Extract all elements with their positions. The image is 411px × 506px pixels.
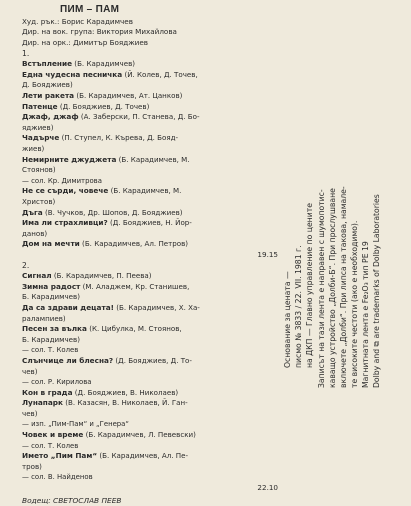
track-authors: (Б. Карадимчев, М. <box>116 154 190 164</box>
track-line <box>22 80 284 91</box>
credit-line: Дир. на вок. група: Виктория Михайлова <box>22 27 177 37</box>
track-authors: (Б. Карадимчев, Ат. Цанков) <box>74 90 183 100</box>
track-authors: (М. Аладжем, Кр. Станишев, <box>80 281 190 291</box>
track-line <box>22 367 284 378</box>
dolby-technical-note <box>316 186 382 388</box>
soloist-note: — сол. Р. Кирилова <box>22 378 92 387</box>
album-title: ПИМ – ПАМ <box>60 4 120 15</box>
track-line <box>22 197 284 208</box>
track-authors: яджиев) <box>22 122 54 132</box>
side-2-duration: 22.10 <box>257 483 278 493</box>
side-2-tracks <box>22 271 284 483</box>
track-title: Името „Пим Пам“ <box>22 451 98 461</box>
track-authors: (В. Чучков, Др. Шопов, Д. Бояджиев) <box>42 207 183 217</box>
track-authors: чев) <box>22 366 38 376</box>
track-authors: (Б. Карадимчев, Ал. Петров) <box>79 239 189 249</box>
track-line <box>22 102 284 113</box>
track-title: Човек и време <box>22 430 84 440</box>
track-line <box>22 314 284 325</box>
tracklist-panel <box>22 4 284 506</box>
track-title: Дъга <box>22 207 43 217</box>
track-line <box>22 208 284 219</box>
track-authors: (Б. Карадимчев) <box>72 59 136 69</box>
legal-line: на ДКП — Главно управление по цените <box>305 203 314 368</box>
track-authors: (А. Заберски, П. Станева, Д. Бо- <box>78 112 200 122</box>
track-authors: Б. Карадимчев) <box>22 292 80 302</box>
track-authors: (Б. Карадимчев, Х. Ха- <box>113 302 200 312</box>
track-line <box>22 229 284 240</box>
track-title: Сигнал <box>22 271 52 281</box>
track-authors: (К. Цибулка, М. Стоянов, <box>86 324 182 334</box>
track-authors: жиев) <box>22 143 45 153</box>
track-line <box>22 133 284 144</box>
track-title: Песен за вълка <box>22 324 87 334</box>
side-1-duration: 19.15 <box>257 249 278 259</box>
track-line <box>22 388 284 399</box>
track-line <box>22 324 284 335</box>
track-line <box>22 123 284 134</box>
track-authors: Б. Карадимчев) <box>22 334 80 344</box>
track-authors: Д. Бояджиев) <box>22 80 73 90</box>
track-line <box>22 430 284 441</box>
presenter: Водещ: СВЕТОСЛАВ ПЕЕВ <box>22 496 122 506</box>
side-2-label: 2. <box>22 260 30 270</box>
tech-line: те високите честоти (ако е необходимо). <box>350 220 359 388</box>
track-authors: тров) <box>22 461 42 471</box>
track-authors: (Д. Бояджиев, Н. Йор- <box>107 218 192 228</box>
track-title: Встъпление <box>22 59 73 69</box>
track-title: Слънчице ли блесна? <box>22 355 114 365</box>
track-line <box>22 292 284 303</box>
track-authors: Христов) <box>22 196 56 206</box>
tech-line: Записът на тази лента е направен с шумопотис- <box>317 189 326 388</box>
track-line <box>22 335 284 346</box>
track-title: Лети ракета <box>22 90 75 100</box>
soloist-note: — сол. В. Найденов <box>22 473 93 482</box>
soloist-note: — сол. Т. Колев <box>22 441 79 450</box>
track-authors: (В. Казасян, В. Николаев, Й. Ган- <box>62 398 188 408</box>
track-line <box>22 239 284 250</box>
track-line <box>22 271 284 282</box>
track-authors: (Б. Карадимчев, Л. Певевски) <box>83 430 196 440</box>
track-line <box>22 451 284 462</box>
track-line <box>22 144 284 155</box>
track-authors: (П. Ступел, К. Кърева, Д. Бояд- <box>59 133 179 143</box>
track-line <box>22 218 284 229</box>
track-authors: чев) <box>22 408 38 418</box>
track-authors: (Й. Колев, Д. Точев, <box>122 69 198 79</box>
track-title: Има ли страхливци? <box>22 218 108 228</box>
price-basis-note <box>282 203 315 368</box>
track-authors: Стоянов) <box>22 165 56 175</box>
tech-line: включете „Долби“. При липса на такова, намале- <box>339 186 348 388</box>
track-line <box>22 282 284 293</box>
track-line <box>22 462 284 473</box>
credits <box>22 17 284 48</box>
legal-line: Основание за цената — <box>283 271 292 368</box>
track-authors: (Б. Карадимчев, П. Пеева) <box>51 271 152 281</box>
track-line <box>22 59 284 70</box>
track-line <box>22 112 284 123</box>
track-line <box>22 356 284 367</box>
track-title: Дом на мечти <box>22 239 80 249</box>
credit-line: Худ. рък.: Борис Карадимчев <box>22 17 133 26</box>
track-title: Немирните джуджета <box>22 154 117 164</box>
track-line <box>22 70 284 81</box>
side-1-label: 1. <box>22 48 30 58</box>
track-line <box>22 303 284 314</box>
track-authors: ралампиев) <box>22 313 66 323</box>
soloist-note: — изп. „Пим-Пам“ и „Генера“ <box>22 420 129 429</box>
track-title: Лунапарк <box>22 398 63 408</box>
track-title: Патенце <box>22 101 58 111</box>
track-title: Зимна радост <box>22 281 81 291</box>
track-authors: (Д. Бояджиев, В. Николаев) <box>72 387 179 397</box>
track-authors: (Д. Бояджиев, Д. То- <box>113 355 192 365</box>
side-1-tracks <box>22 59 284 250</box>
credit-line: Дир. на орк.: Димитър Бояджиев <box>22 37 149 47</box>
track-title: Джаф, джаф <box>22 112 79 122</box>
soloist-note: — сол. Т. Колев <box>22 346 79 355</box>
track-authors: (Б. Карадимчев, Ал. Пе- <box>97 451 189 461</box>
track-title: Кон в града <box>22 387 73 397</box>
track-line <box>22 409 284 420</box>
tech-line: каващо устройство „Долби-Б“. При прослушване <box>328 188 337 388</box>
track-authors: (Д. Бояджиев, Д. Точев) <box>57 101 150 111</box>
track-title: Да са здрави децата! <box>22 302 114 312</box>
tech-line: Магнитната лента е Fe₂O₃ тип PE 19 <box>361 241 370 388</box>
track-title: Една чудесна песничка <box>22 69 123 79</box>
track-line <box>22 186 284 197</box>
soloist-note: — сол. Кр. Димитрова <box>22 176 102 185</box>
legal-line: писмо № 3833 / 22. VII. 1981 г. <box>294 245 303 368</box>
track-authors: (Б. Карадимчев, М. <box>108 186 182 196</box>
track-title: Чадърче <box>22 133 60 143</box>
track-line <box>22 155 284 166</box>
track-title: Не се сърди, човече <box>22 186 109 196</box>
track-authors: данов) <box>22 228 48 238</box>
track-line <box>22 91 284 102</box>
tech-line: Dolby and ⧉ are trademarks of Dolby Laboratories <box>372 194 381 388</box>
track-line <box>22 165 284 176</box>
